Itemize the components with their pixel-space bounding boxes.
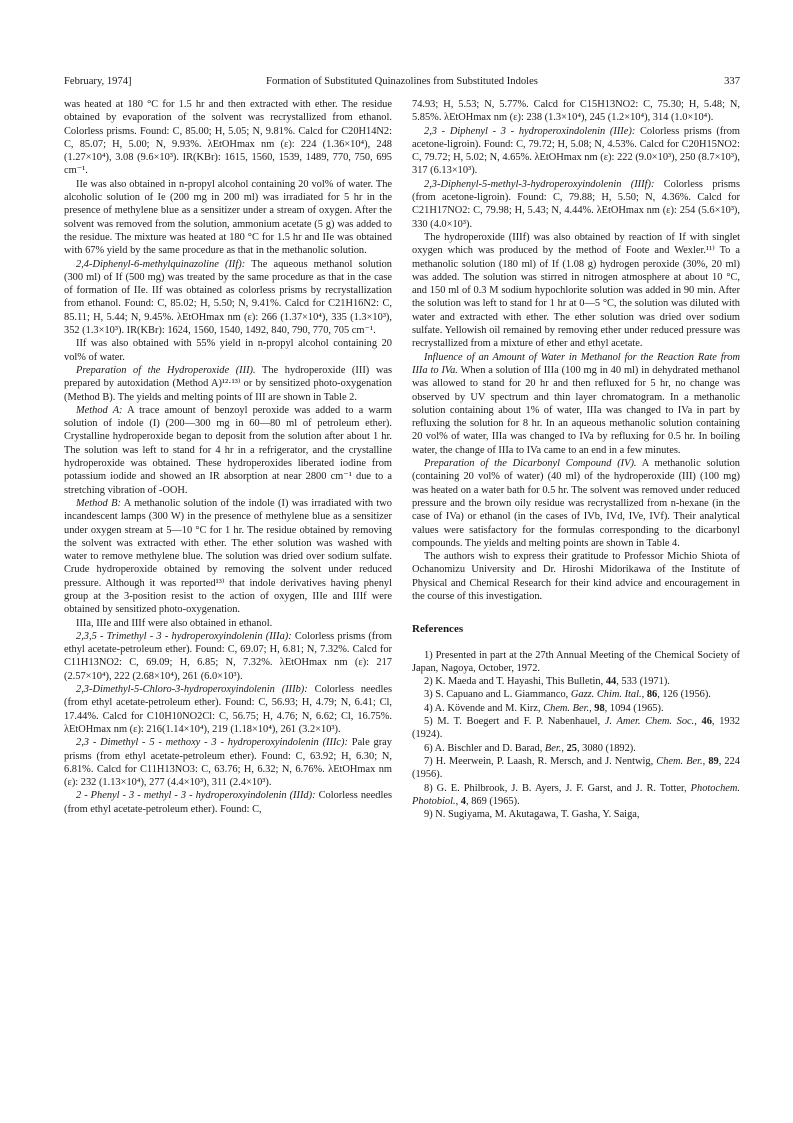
text-segment: 44	[605, 676, 617, 688]
text-segment: , 126 (1956).	[657, 689, 711, 701]
references-heading: References	[412, 623, 464, 636]
text-segment: Chem. Ber.	[543, 702, 590, 714]
left-column	[64, 98, 392, 1088]
paragraph	[412, 550, 740, 603]
paragraph	[412, 231, 740, 351]
text-segment: 74.93; H, 5.53; N, 5.77%. Calcd for C15H13NO2: C, 75.30; H, 5.48; N, 5.85%. λEtOHmax nm (ε): 238 (1.3×10⁴), 245 (1.2×10⁴), 314 (1.0×10⁴).	[412, 99, 740, 124]
text-segment: J. Amer. Chem. Soc.	[604, 716, 695, 728]
text-segment: ,	[694, 716, 702, 728]
text-segment: 46	[701, 716, 712, 728]
text-segment: 2) K. Maeda and T. Hayashi, This Bulletin,	[424, 676, 606, 688]
text-segment: The authors wish to express their gratitude to Professor Michio Shiota of Ochanomizu University and Dr. Hiroshi Midorikawa of the Institute of Physical and Chemical Research for their kind advice and encouragement in the course of this investigation.	[412, 551, 740, 602]
text-segment: 2 - Phenyl - 3 - methyl - 3 - hydroperoxyindolenin (IIId):	[76, 790, 316, 802]
reference-item	[412, 715, 740, 742]
running-header	[64, 74, 740, 90]
header-page-number: 337	[724, 76, 740, 87]
text-segment: Pale gray prisms (from ethyl acetate-petroleum ether). Found: C, 63.92; H, 6.30; N, 6.81%. Calcd for C11H13NO3: C, 63.76; H, 6.32; N, 6.76%. λEtOHmax nm (ε): 232 (1.13×10⁴), 277 (4.4×10³), 311 (2.4×10³).	[64, 737, 392, 789]
text-segment: , 224 (1956).	[412, 755, 740, 781]
paragraph	[412, 457, 740, 550]
reference-item	[412, 782, 740, 809]
text-segment: , 1094 (1965).	[604, 702, 664, 714]
header-running-title: Formation of Substituted Quinazolines from Substituted Indoles	[266, 76, 538, 87]
paragraph	[412, 98, 740, 125]
text-segment: A trace amount of benzoyl peroxide was added to a warm solution of indole (I) (200—300 mg in 60—80 ml of petroleum ether). Crystalline hydroperoxide began to deposit from the solution after about 1 hr. The solution was left to stand for 4 hr in a refrigerator, and the crystalline hydroperoxide was obtained. These hydroperoxides liberated iodine from potassium iodide and showed an IR absorption at near 2800 cm⁻¹ due to a stretching vibration of -OOH.	[64, 404, 392, 496]
paragraph	[412, 125, 740, 178]
text-segment: ,	[561, 742, 567, 754]
text-segment: ,	[641, 689, 647, 701]
paragraph	[64, 98, 392, 178]
text-segment: 3) S. Capuano and L. Giammanco,	[424, 689, 571, 701]
text-segment: Preparation of the Hydroperoxide (III).	[76, 364, 256, 376]
text-segment: The aqueous methanol solution (300 ml) of If (500 mg) was treated by the same procedure as that in the case of formation of IIe. IIf was obtained as colorless prisms by recrystallization from ethanol. Found: C, 85.02; H, 5.50; N, 9.41%. Calcd for C21H16N2: C, 85.11; H, 5.44; N, 9.45%. λEtOHmax nm (ε): 266 (1.37×10⁴), 335 (1.3×10³), 352 (1.3×10³). IR(KBr): 1624, 1560, 1540, 1492, 840, 790, 770, 705 cm⁻¹.	[64, 258, 392, 337]
text-segment: 98	[594, 702, 605, 714]
reference-item	[412, 702, 740, 715]
text-segment: ,	[702, 755, 709, 767]
text-segment: 2,3,5 - Trimethyl - 3 - hydroperoxyindolenin (IIIa):	[76, 630, 292, 642]
reference-item	[412, 755, 740, 782]
text-segment: Chem. Ber.	[656, 755, 703, 767]
text-segment: 6) A. Bischler and D. Barad,	[424, 742, 545, 754]
text-segment: was heated at 180 °C for 1.5 hr and then extracted with ether. The residue obtained by evaporation of the solvent was recrystallized from ethanol. Colorless prisms. Found: C, 85.00; H, 5.05; N, 9.81%. Calcd for C20H14N2: C, 85.07; H, 5.00; N, 9.93%. λEtOHmax nm (ε): 224 (1.36×10⁴), 248 (1.27×10⁴), 3.08 (9.6×10³). IR(KBr): 1615, 1560, 1539, 1489, 770, 750, 695 cm⁻¹.	[64, 99, 392, 177]
reference-item	[412, 808, 740, 821]
text-segment: 5) M. T. Boegert and F. P. Nabenhauel,	[424, 716, 605, 728]
text-segment: Ber.	[544, 742, 562, 754]
paragraph	[64, 497, 392, 617]
text-segment: Influence of an Amount of Water in Methanol for the Reaction Rate from IIIa to IVa.	[412, 351, 740, 376]
paragraph	[64, 630, 392, 683]
paragraph	[64, 683, 392, 736]
header-date: February, 1974]	[64, 76, 132, 87]
text-segment: , 3080 (1892).	[576, 742, 636, 754]
text-segment: The hydroperoxide (III) was prepared by autoxidation (Method A)¹²·¹³⁾ or by sensitized photo-oxygenation (Method B). The yields and melting points of III are shown in Table 2.	[64, 364, 392, 403]
paragraph	[412, 178, 740, 231]
text-segment: Colorless needles (from ethyl acetate-petroleum ether). Found: C, 56.93; H, 4.79; N, 6.41; Cl, 17.44%. Calcd for C10H10NO2Cl: C, 56.75; H, 4.76; N, 6.62; Cl, 16.75%. λEtOHmax nm (ε): 216(1.14×10⁴), 219 (1.18×10⁴), 261 (3.2×10³).	[64, 684, 392, 735]
text-segment: 89	[708, 755, 719, 767]
paragraph	[64, 617, 392, 630]
text-segment: 86	[646, 689, 658, 701]
text-segment: ,	[589, 702, 595, 714]
text-segment: , 533 (1971).	[616, 676, 670, 688]
text-segment: Colorless prisms (from acetone-ligroin). Found: C, 79.72; H, 5.08; N, 4.53%. Calcd for C20H15NO2: C, 79.72; H, 5.02; N, 4.65%. λEtOHmax nm (ε): 222 (9.0×10³), 250 (8.7×10³), 317 (6.13×10³).	[412, 125, 740, 177]
text-segment: 25	[566, 742, 577, 754]
text-segment: Colorless prisms (from acetone-ligroin). Found: C, 79.88; H, 5.50; N, 4.36%. Calcd for C21H17NO2: C, 79.98; H, 5.43; N, 4.44%. λEtOHmax nm (ε): 254 (5.6×10³), 330 (4.0×10³).	[412, 178, 740, 230]
text-segment: IIe was also obtained in n-propyl alcohol containing 20 vol% of water. The alcoholic solution of Ie (200 mg in 200 ml) was irradiated for 5 hr in the presence of methylene blue as a sensitizer under a stream of oxygen. After the solvent was removed from the solution, ammonium acetate (5 g) was added to the residue. The mixture was heated at 180 °C for 1.5 hr and IIe was obtained with 67% yield by the same procedure as that in the methanolic solution.	[64, 178, 392, 257]
text-segment: Photochem. Photobiol.	[412, 782, 740, 807]
text-segment: IIf was also obtained with 55% yield in n-propyl alcohol containing 20 vol% of water.	[64, 338, 392, 363]
text-segment: 2,3-Diphenyl-5-methyl-3-hydroperoxyindolenin (IIIf):	[424, 178, 655, 190]
text-segment: ,	[455, 795, 461, 807]
text-segment: 9) N. Sugiyama, M. Akutagawa, T. Gasha, Y. Saiga,	[424, 809, 640, 821]
right-column-body	[412, 98, 740, 603]
references-list	[412, 649, 740, 822]
right-column	[412, 98, 740, 1088]
text-segment: Gazz. Chim. Ital.	[570, 689, 642, 701]
text-segment: 2,3-Dimethyl-5-Chloro-3-hydroperoxyindolenin (IIIb):	[76, 684, 308, 696]
text-segment: 2,4-Diphenyl-6-methylquinazoline (IIf):	[76, 258, 246, 270]
text-segment: 2,3 - Dimethyl - 5 - methoxy - 3 - hydroperoxyindolenin (IIIc):	[76, 737, 348, 749]
text-segment: A methanolic solution of the indole (I) was irradiated with two incandescent lamps (300 W) in the presence of methylene blue as a sensitizer under oxygen stream at 5—10 °C for 1 hr. The residue obtained by removing the solvent was extracted with ether. The ether solution was washed with water to remove methylene blue. The solution was dried over sodium sulfate. Crude hydroperoxide obtained by removing the solvent under reduced pressure. Although it was reported¹³⁾ that indole derivatives having phenyl group at the 3-position resist to the action of oxygen, IIIe and IIIf were obtained by sensitized photo-oxygenation.	[64, 497, 392, 616]
text-segment: Colorless needles (from ethyl acetate-petroleum ether). Found: C,	[64, 790, 392, 815]
reference-item	[412, 649, 740, 676]
paragraph	[64, 364, 392, 404]
text-segment: Preparation of the Dicarbonyl Compound (IV).	[424, 458, 637, 470]
text-segment: When a solution of IIIa (100 mg in 40 ml) in dehydrated methanol was allowed to stand for 20 hr and then refluxed for 5 hr, no change was observed by UV spectrum and thin layer chromatogram. In a methanolic solution containing about 1% of water, IIIa was changed to IVa in part by refluxing the solution for 8 hr. In an aqueous methanolic solution containing 20 vol% of water, IIIa was changed to IVa by refluxing for 0.5 hr. In boiling water, the change of IIIa to IVa came to an end in a few minutes.	[412, 364, 740, 456]
text-segment: 1) Presented in part at the 27th Annual Meeting of the Chemical Society of Japan, Nagoya, October, 1972.	[412, 649, 740, 674]
text-segment: 8) G. E. Philbrook, J. B. Ayers, J. F. Garst, and J. R. Totter,	[424, 782, 691, 794]
text-segment: IIIa, IIIe and IIIf were also obtained in ethanol.	[76, 617, 273, 629]
text-segment: 4) A. Kövende and M. Kirz,	[424, 702, 544, 714]
text-segment: The hydroperoxide (IIIf) was also obtained by reaction of If with singlet oxygen which was produced by the method of Foote and Wexler.¹¹⁾ To a methanolic solution (180 ml) of If (1.08 g) hydrogen peroxide (30%, 20 ml) was added. The solution was stirred in nitrogen atmosphere at about 10 °C, and 150 ml of 0.3 M sodium hypochlorite solution was added in 90 min. After the solution was left to stand for 1 hr at 0—5 °C, the solution was diluted with water and extracted with ether. The ether solution was dried over sodium sulfate. Yellowish oil remained by removing ether under reduced pressure was recrystallized from a mixture of ether and ethyl acetate.	[412, 231, 740, 350]
text-segment: 7) H. Meerwein, P. Laash, R. Mersch, and J. Nentwig,	[424, 755, 657, 767]
text-segment: , 1932 (1924).	[412, 716, 740, 741]
reference-item	[412, 688, 740, 701]
paragraph	[64, 789, 392, 816]
paragraph	[64, 736, 392, 789]
paragraph	[412, 351, 740, 457]
text-segment: Method A:	[76, 404, 123, 416]
reference-item	[412, 742, 740, 755]
paragraph	[64, 178, 392, 258]
text-segment: 2,3 - Diphenyl - 3 - hydroperoxindolenin (IIIe):	[424, 125, 636, 137]
reference-item	[412, 675, 740, 688]
text-segment: , 869 (1965).	[466, 795, 520, 807]
paragraph	[64, 404, 392, 497]
text-segment: Method B:	[76, 497, 121, 509]
text-segment: 4	[460, 795, 466, 807]
paragraph	[64, 258, 392, 338]
text-segment: A methanolic solution (containing 20 vol% of water) (40 ml) of the hydroperoxide (III) (100 mg) was heated on a water bath for 0.5 hr. The solvent was removed under reduced pressure and the brown oily residue was recrystallized from n-hexane (in the case of IVa) or ethanol (in the cases of IVb, IVd, IVe, IVf). Their analytical values were satisfactory for the formulas corresponding to the dicarbonyl compounds. The yields and melting points are shown in Table 4.	[412, 458, 740, 549]
text-segment: Colorless prisms (from ethyl acetate-petroleum ether). Found: C, 69.07; H, 6.81; N, 7.32%. Calcd for C11H13NO2: C, 69.09; H, 6.85; N, 7.32%. λEtOHmax nm (ε): 217 (2.57×10⁴), 222 (2.68×10⁴), 261 (6.0×10³).	[64, 630, 392, 682]
paragraph	[64, 337, 392, 364]
